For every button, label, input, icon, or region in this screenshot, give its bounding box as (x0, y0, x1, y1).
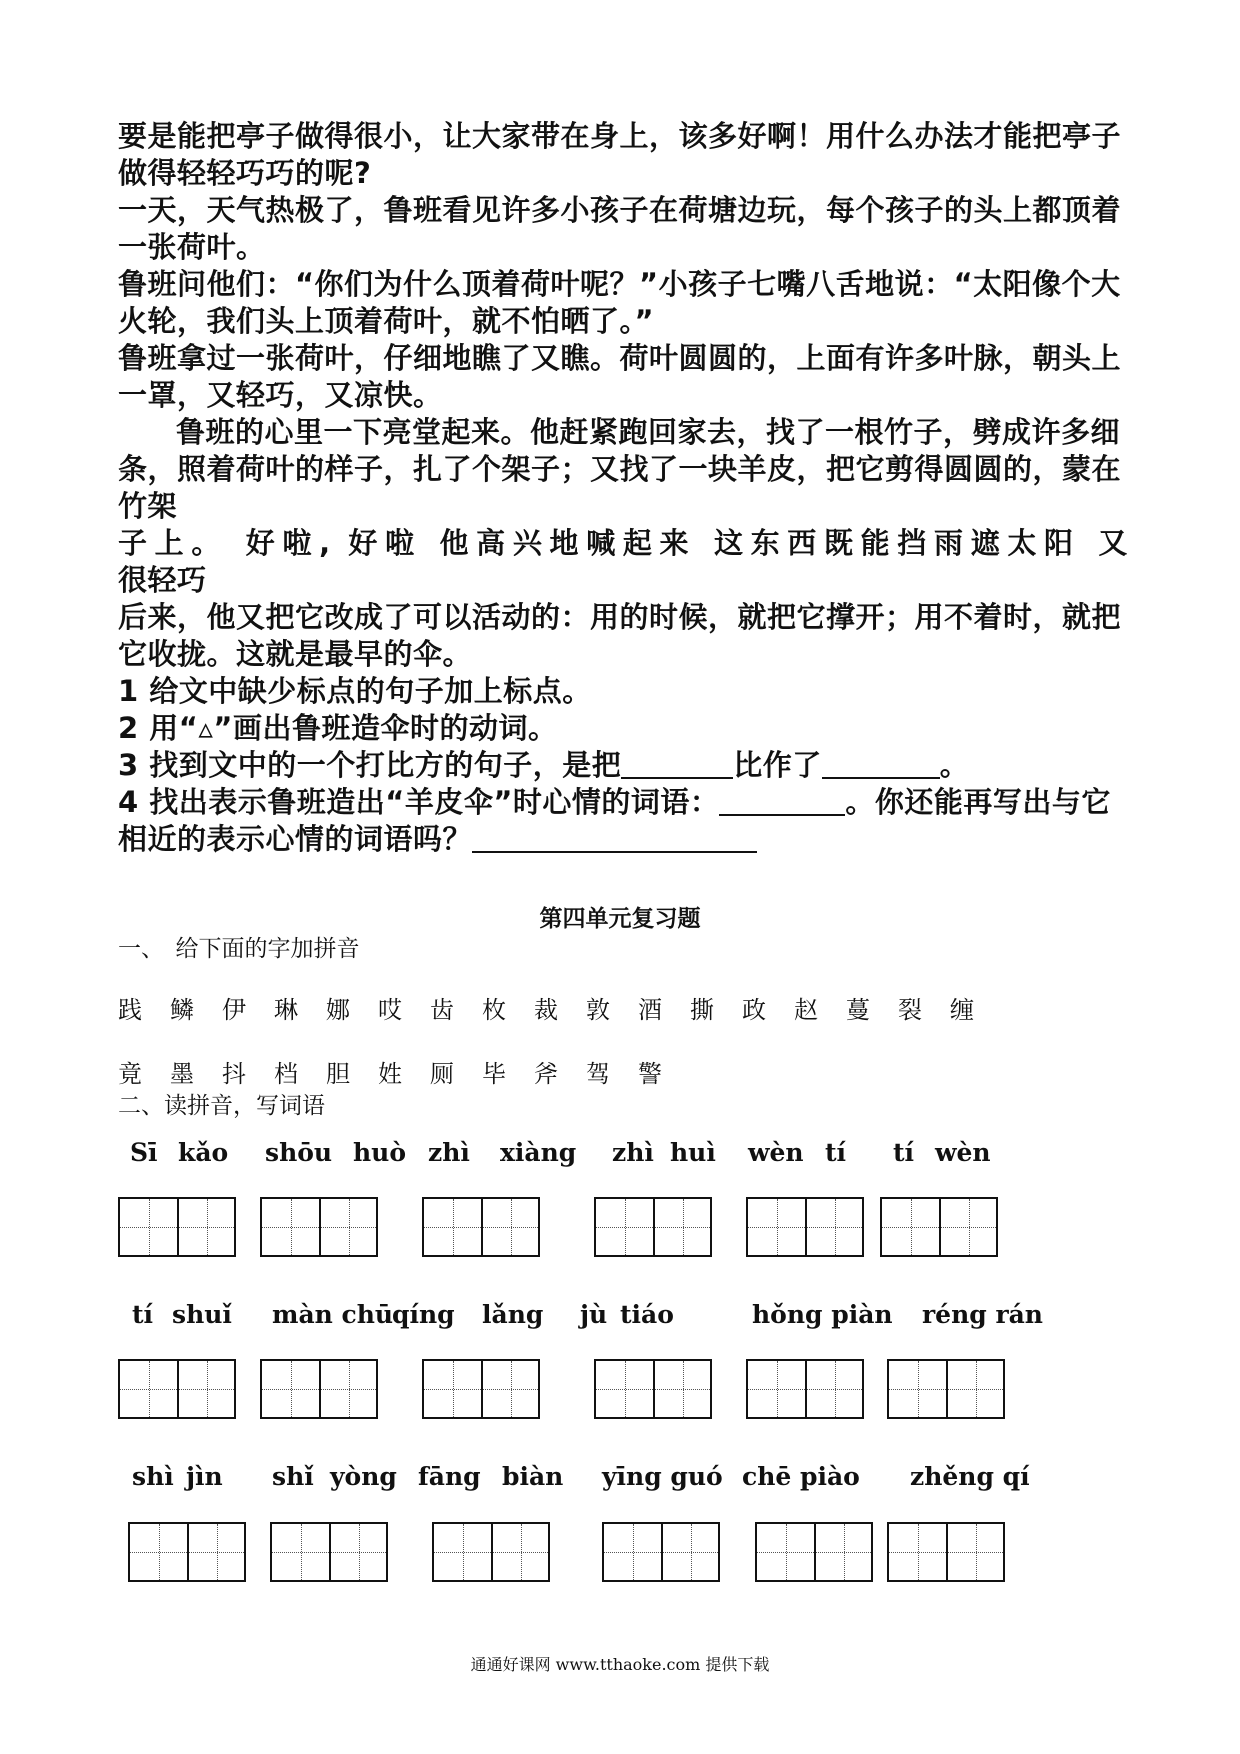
pinyin-syllable: zhì (612, 1138, 654, 1167)
writing-grid[interactable] (260, 1359, 378, 1419)
pinyin-target-char: 驾 (586, 1060, 610, 1088)
answer-blank[interactable] (472, 821, 757, 853)
passage-fragment: 他高兴地喊起来 (439, 526, 697, 560)
pinyin-syllable: zhěng qí (910, 1462, 1030, 1491)
pinyin-syllable: chē (742, 1462, 792, 1491)
tianzige-cell[interactable] (748, 1361, 805, 1417)
section-1-heading: 一、 给下面的字加拼音 (118, 936, 360, 962)
question-text: 3 找到文中的一个打比方的句子，是把 (118, 748, 622, 782)
pinyin-target-char: 缠 (950, 996, 974, 1024)
tianzige-cell[interactable] (596, 1199, 653, 1255)
pinyin-syllable: wèn (935, 1138, 991, 1167)
pinyin-syllable: Sī (130, 1138, 158, 1167)
answer-blank[interactable] (719, 784, 845, 816)
pinyin-target-char: 齿 (430, 996, 454, 1024)
question-text: 4 找出表示鲁班造出“羊皮伞”时心情的词语： (118, 785, 720, 819)
pinyin-syllable: fāng (418, 1462, 481, 1491)
question-4 (118, 784, 1128, 858)
pinyin-target-char: 哎 (378, 996, 402, 1024)
writing-grid[interactable] (422, 1197, 540, 1257)
character-row (118, 1054, 690, 1089)
pinyin-target-char: 枚 (482, 996, 506, 1024)
tianzige-cell[interactable] (272, 1524, 329, 1580)
tianzige-cell[interactable] (120, 1199, 177, 1255)
tianzige-cell[interactable] (177, 1199, 234, 1255)
writing-grid[interactable] (746, 1197, 864, 1257)
pinyin-target-char: 琳 (274, 996, 298, 1024)
tianzige-cell[interactable] (946, 1361, 1003, 1417)
tianzige-cell[interactable] (882, 1199, 939, 1255)
tianzige-cell[interactable] (653, 1199, 710, 1255)
pinyin-target-char: 撕 (690, 996, 714, 1024)
tianzige-cell[interactable] (481, 1361, 538, 1417)
writing-grid[interactable] (880, 1197, 998, 1257)
pinyin-target-char: 娜 (326, 996, 350, 1024)
pinyin-syllable: xiàng (500, 1138, 577, 1167)
writing-grid[interactable] (746, 1359, 864, 1419)
passage-paragraph: 鲁班的心里一下亮堂起来。他赶紧跑回家去，找了一根竹子，劈成许多细条，照着荷叶的样子，扎了个架子；又找了一块羊皮，把它剪得圆圆的，蒙在竹架 (118, 415, 1122, 523)
tianzige-cell[interactable] (805, 1199, 862, 1255)
pinyin-target-char: 档 (274, 1060, 298, 1088)
tianzige-cell[interactable] (481, 1199, 538, 1255)
pinyin-syllable: zhì (428, 1138, 470, 1167)
tianzige-cell[interactable] (120, 1361, 177, 1417)
pinyin-syllable: màn chū (272, 1300, 394, 1329)
writing-grid[interactable] (755, 1522, 873, 1582)
passage-paragraph: 后来，他又把它改成了可以活动的：用的时候，就把它撑开；用不着时，就把它收拢。这就是最早的伞。 (118, 600, 1122, 671)
question-text: 比作了 (733, 748, 822, 782)
pinyin-syllable: tí (825, 1138, 847, 1167)
writing-grid[interactable] (118, 1359, 236, 1419)
pinyin-syllable: huò (353, 1138, 407, 1167)
writing-grid[interactable] (887, 1359, 1005, 1419)
pinyin-syllable: huì (670, 1138, 716, 1167)
tianzige-cell[interactable] (424, 1199, 481, 1255)
pinyin-syllable: shǐ (272, 1462, 314, 1491)
tianzige-cell[interactable] (130, 1524, 187, 1580)
pinyin-syllable: kǎo (178, 1138, 229, 1167)
pinyin-syllable: shì (132, 1462, 174, 1491)
passage-fragment: 又 (1098, 526, 1128, 560)
writing-grid[interactable] (270, 1522, 388, 1582)
pinyin-target-char: 赵 (794, 996, 818, 1024)
tianzige-cell[interactable] (805, 1361, 862, 1417)
tianzige-cell[interactable] (187, 1524, 244, 1580)
tianzige-cell[interactable] (262, 1361, 319, 1417)
question-1: 1 给文中缺少标点的句子加上标点。 (118, 674, 592, 708)
tianzige-cell[interactable] (329, 1524, 386, 1580)
pinyin-target-char: 毕 (482, 1060, 506, 1088)
writing-grid[interactable] (594, 1359, 712, 1419)
question-text: 。你还能再写出与它相近的表示心情的词语吗？ (118, 785, 1111, 856)
answer-blank[interactable] (822, 747, 940, 779)
pinyin-syllable: piào (800, 1462, 860, 1491)
passage-paragraph: 鲁班拿过一张荷叶，仔细地瞧了又瞧。荷叶圆圆的，上面有许多叶脉，朝头上一罩，又轻巧，又凉快。 (118, 341, 1122, 412)
pinyin-syllable: shuǐ (172, 1300, 232, 1329)
writing-grid[interactable] (118, 1197, 236, 1257)
pinyin-target-char: 墨 (170, 1060, 194, 1088)
character-row (118, 990, 1002, 1025)
pinyin-syllable: lǎng (482, 1300, 544, 1329)
pinyin-syllable: tí (893, 1138, 915, 1167)
pinyin-target-char: 蔓 (846, 996, 870, 1024)
writing-grid[interactable] (128, 1522, 246, 1582)
tianzige-cell[interactable] (661, 1524, 718, 1580)
pinyin-syllable: jìn (186, 1462, 223, 1491)
tianzige-cell[interactable] (946, 1524, 1003, 1580)
writing-grid[interactable] (602, 1522, 720, 1582)
passage-fragment: 很轻巧 (118, 563, 207, 597)
passage-paragraph: 要是能把亭子做得很小，让大家带在身上，该多好啊！用什么办法才能把亭子做得轻轻巧巧的呢? (118, 119, 1122, 190)
tianzige-cell[interactable] (424, 1361, 481, 1417)
question-2: 2 用“▵”画出鲁班造伞时的动词。 (118, 711, 558, 745)
pinyin-syllable: jù (580, 1300, 608, 1329)
tianzige-cell[interactable] (757, 1524, 814, 1580)
question-3 (118, 747, 1128, 784)
tianzige-cell[interactable] (814, 1524, 871, 1580)
tianzige-cell[interactable] (319, 1361, 376, 1417)
pinyin-syllable: shōu (265, 1138, 333, 1167)
footer-credit: 通通好课网 www.tthaoke.com 提供下载 (470, 1655, 770, 1674)
passage-unpunctuated-line (118, 525, 1128, 562)
pinyin-target-char: 伊 (222, 996, 246, 1024)
pinyin-target-char: 裁 (534, 996, 558, 1024)
tianzige-cell[interactable] (319, 1199, 376, 1255)
writing-grid[interactable] (422, 1359, 540, 1419)
pinyin-syllable: tiáo (620, 1300, 674, 1329)
passage-fragment: 这东西既能挡雨遮太阳 (713, 526, 1081, 560)
writing-grid[interactable] (887, 1522, 1005, 1582)
pinyin-syllable: biàn (502, 1462, 564, 1491)
pinyin-syllable: hǒng piàn (752, 1300, 893, 1329)
writing-grid[interactable] (594, 1197, 712, 1257)
tianzige-cell[interactable] (434, 1524, 491, 1580)
tianzige-cell[interactable] (177, 1361, 234, 1417)
pinyin-target-char: 敦 (586, 996, 610, 1024)
pinyin-syllable: tí (132, 1300, 154, 1329)
tianzige-cell[interactable] (491, 1524, 548, 1580)
reading-passage (118, 118, 1128, 858)
writing-grid[interactable] (260, 1197, 378, 1257)
tianzige-cell[interactable] (889, 1524, 946, 1580)
tianzige-cell[interactable] (596, 1361, 653, 1417)
tianzige-cell[interactable] (889, 1361, 946, 1417)
pinyin-syllable: yòng (330, 1462, 397, 1491)
pinyin-target-char: 裂 (898, 996, 922, 1024)
pinyin-target-char: 胆 (326, 1060, 350, 1088)
tianzige-cell[interactable] (748, 1199, 805, 1255)
passage-fragment: 子上。 (118, 526, 229, 560)
pinyin-target-char: 政 (742, 996, 766, 1024)
pinyin-syllable: yīng guó (602, 1462, 723, 1491)
pinyin-target-char: 厕 (430, 1060, 454, 1088)
pinyin-target-char: 抖 (222, 1060, 246, 1088)
question-text: 。 (939, 748, 970, 782)
section-2-heading: 二、读拼音，写词语 (118, 1093, 325, 1119)
pinyin-syllable: wèn (748, 1138, 804, 1167)
passage-fragment: 好啦, 好啦 (245, 526, 422, 560)
tianzige-cell[interactable] (604, 1524, 661, 1580)
pinyin-target-char: 鳞 (170, 996, 194, 1024)
passage-paragraph: 鲁班问他们：“你们为什么顶着荷叶呢？”小孩子七嘴八舌地说：“太阳像个大火轮，我们头上顶着荷叶，就不怕晒了。” (118, 267, 1121, 338)
pinyin-target-char: 斧 (534, 1060, 558, 1088)
passage-paragraph: 一天，天气热极了，鲁班看见许多小孩子在荷塘边玩，每个孩子的头上都顶着一张荷叶。 (118, 193, 1122, 264)
unit-title: 第四单元复习题 (539, 905, 701, 932)
pinyin-target-char: 践 (118, 996, 142, 1024)
writing-grid[interactable] (432, 1522, 550, 1582)
answer-blank[interactable] (621, 747, 733, 779)
pinyin-syllable: réng rán (922, 1300, 1043, 1329)
pinyin-target-char: 警 (638, 1060, 662, 1088)
tianzige-cell[interactable] (939, 1199, 996, 1255)
pinyin-target-char: 姓 (378, 1060, 402, 1088)
pinyin-syllable: qíng (392, 1300, 455, 1329)
tianzige-cell[interactable] (653, 1361, 710, 1417)
pinyin-target-char: 酒 (638, 996, 662, 1024)
pinyin-target-char: 竟 (118, 1060, 142, 1088)
tianzige-cell[interactable] (262, 1199, 319, 1255)
